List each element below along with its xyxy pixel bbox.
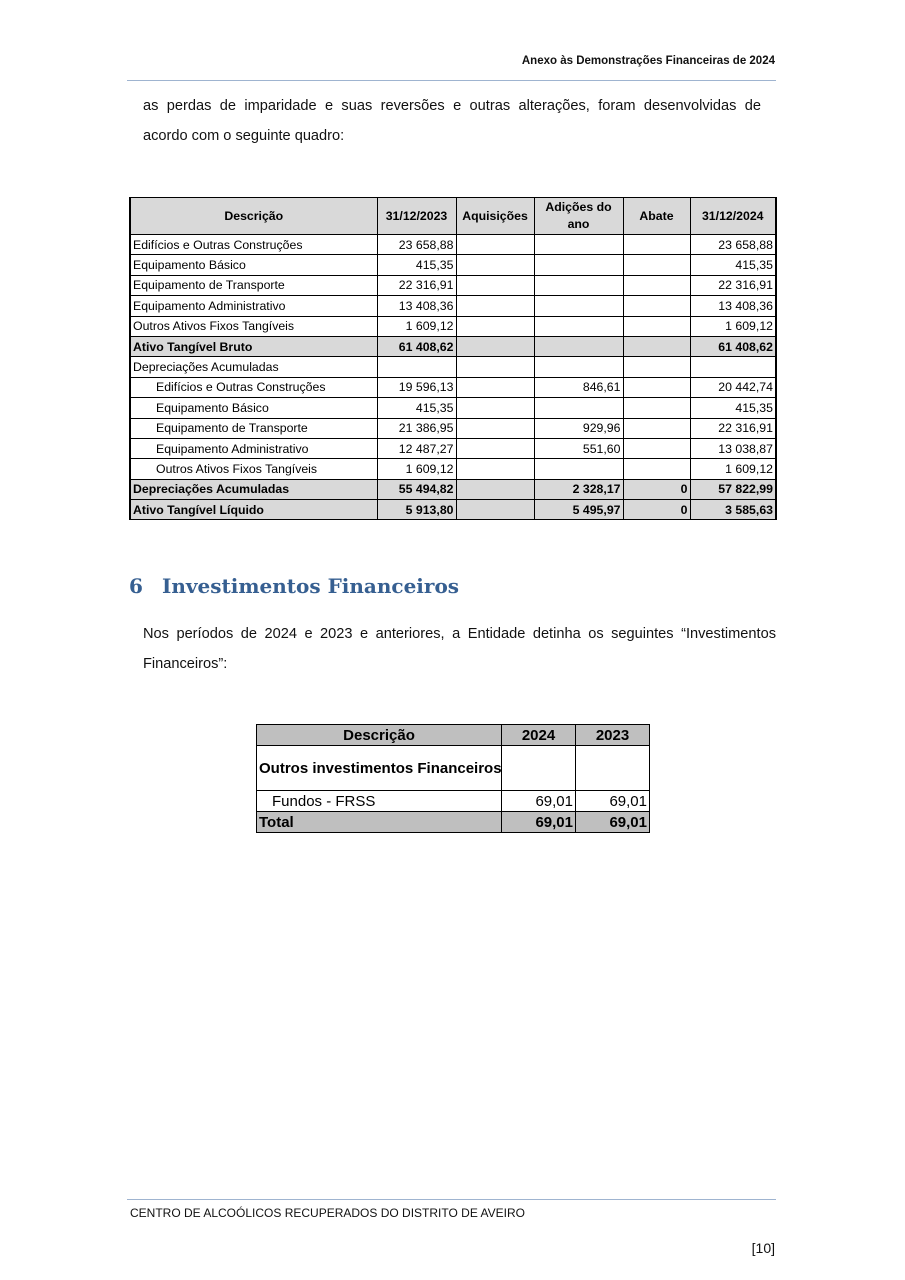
table-cell — [534, 235, 623, 255]
table-row — [130, 500, 776, 520]
col-header-additions: Adições do ano — [534, 198, 623, 235]
table-cell — [690, 357, 776, 377]
row-description: Edifícios e Outras Construções — [130, 235, 377, 255]
table-cell: 5 913,80 — [377, 500, 456, 520]
financial-investments-table — [256, 724, 650, 833]
table-cell: 0 — [623, 479, 690, 499]
table-cell — [534, 336, 623, 356]
table-cell: 5 495,97 — [534, 500, 623, 520]
table-cell: 846,61 — [534, 377, 623, 397]
row-description: Outros Ativos Fixos Tangíveis — [130, 316, 377, 336]
section-title: Investimentos Financeiros — [162, 574, 460, 598]
footer-divider — [127, 1199, 776, 1200]
table-cell — [534, 459, 623, 479]
table-cell — [534, 296, 623, 316]
table-cell: 22 316,91 — [690, 418, 776, 438]
table-cell — [456, 255, 534, 275]
table-cell: 55 494,82 — [377, 479, 456, 499]
col-header-2023: 31/12/2023 — [377, 198, 456, 235]
row-description: Outros Ativos Fixos Tangíveis — [130, 459, 377, 479]
section-6-heading — [129, 574, 459, 598]
col-header-2024: 2024 — [502, 725, 576, 746]
table-row — [130, 316, 776, 336]
table-cell: 551,60 — [534, 438, 623, 458]
row-description: Equipamento de Transporte — [130, 275, 377, 295]
table-cell — [534, 275, 623, 295]
table-row — [130, 377, 776, 397]
table-cell — [456, 296, 534, 316]
table-cell — [456, 377, 534, 397]
table-cell — [623, 235, 690, 255]
table-cell — [623, 377, 690, 397]
table-row — [130, 398, 776, 418]
tangible-assets-table — [129, 197, 777, 520]
table-cell: 2 328,17 — [534, 479, 623, 499]
row-description: Equipamento de Transporte — [130, 418, 377, 438]
intro-line-1: as perdas de imparidade e suas reversões e outras alterações, foram desenvolvidas de — [143, 98, 761, 114]
table-header-row — [257, 725, 650, 746]
footer-organization: CENTRO DE ALCOÓLICOS RECUPERADOS DO DISTRITO DE AVEIRO — [130, 1206, 525, 1220]
table-cell — [576, 746, 650, 791]
table-cell: 1 609,12 — [690, 459, 776, 479]
table-cell: 415,35 — [690, 398, 776, 418]
col-header-2023: 2023 — [576, 725, 650, 746]
table-cell: 12 487,27 — [377, 438, 456, 458]
item-value-2023: 69,01 — [576, 791, 650, 812]
total-label: Total — [257, 812, 502, 833]
table-cell: 61 408,62 — [377, 336, 456, 356]
table-cell: 415,35 — [377, 255, 456, 275]
table-cell: 13 038,87 — [690, 438, 776, 458]
table-row — [257, 746, 650, 791]
table-cell: 22 316,91 — [377, 275, 456, 295]
table-cell: 0 — [623, 500, 690, 520]
table-cell — [456, 398, 534, 418]
col-header-description: Descrição — [257, 725, 502, 746]
table-cell: 23 658,88 — [377, 235, 456, 255]
header-divider — [127, 80, 776, 81]
table-cell — [456, 316, 534, 336]
table-row — [130, 336, 776, 356]
intro-line-2: acordo com o seguinte quadro: — [143, 128, 345, 144]
group-label: Outros investimentos Financeiros — [257, 746, 502, 791]
row-description: Depreciações Acumuladas — [130, 479, 377, 499]
row-description: Depreciações Acumuladas — [130, 357, 377, 377]
col-header-description: Descrição — [130, 198, 377, 235]
total-value-2024: 69,01 — [502, 812, 576, 833]
table-cell: 22 316,91 — [690, 275, 776, 295]
table-cell: 23 658,88 — [690, 235, 776, 255]
table-cell — [456, 459, 534, 479]
table-cell — [456, 479, 534, 499]
table-row — [130, 438, 776, 458]
table-cell: 1 609,12 — [377, 316, 456, 336]
table-cell — [456, 336, 534, 356]
page-header-title: Anexo às Demonstrações Financeiras de 2024 — [521, 55, 775, 67]
item-value-2024: 69,01 — [502, 791, 576, 812]
table-cell: 20 442,74 — [690, 377, 776, 397]
row-description: Ativo Tangível Líquido — [130, 500, 377, 520]
section-6-paragraph — [143, 619, 776, 679]
table-cell — [623, 336, 690, 356]
row-description: Equipamento Administrativo — [130, 296, 377, 316]
table-row — [130, 255, 776, 275]
table-row — [130, 418, 776, 438]
section-6-line-2: Financeiros”: — [143, 656, 228, 672]
table-cell: 415,35 — [377, 398, 456, 418]
table-row — [130, 357, 776, 377]
table-cell — [377, 357, 456, 377]
table-cell: 61 408,62 — [690, 336, 776, 356]
table-row-total — [257, 812, 650, 833]
table-cell: 3 585,63 — [690, 500, 776, 520]
table-cell — [623, 459, 690, 479]
table-cell: 929,96 — [534, 418, 623, 438]
table-cell — [623, 357, 690, 377]
table-cell — [623, 255, 690, 275]
table-cell: 1 609,12 — [690, 316, 776, 336]
table-cell — [534, 255, 623, 275]
table-cell: 1 609,12 — [377, 459, 456, 479]
table-cell: 13 408,36 — [690, 296, 776, 316]
table-cell: 415,35 — [690, 255, 776, 275]
table-cell — [456, 438, 534, 458]
table-cell — [623, 418, 690, 438]
col-header-2024: 31/12/2024 — [690, 198, 776, 235]
row-description: Equipamento Básico — [130, 398, 377, 418]
table-row — [130, 296, 776, 316]
table-cell — [534, 316, 623, 336]
row-description: Edifícios e Outras Construções — [130, 377, 377, 397]
table-row — [130, 275, 776, 295]
table-cell — [623, 438, 690, 458]
table-cell — [623, 296, 690, 316]
table-cell — [623, 398, 690, 418]
table-cell: 19 596,13 — [377, 377, 456, 397]
table-cell — [534, 357, 623, 377]
col-header-acquisitions: Aquisições — [456, 198, 534, 235]
table-row — [130, 479, 776, 499]
table-cell — [456, 275, 534, 295]
col-header-write-off: Abate — [623, 198, 690, 235]
table-cell — [502, 746, 576, 791]
table-cell: 13 408,36 — [377, 296, 456, 316]
page-number: [10] — [751, 1240, 775, 1256]
table-cell — [623, 316, 690, 336]
table-row — [257, 791, 650, 812]
row-description: Ativo Tangível Bruto — [130, 336, 377, 356]
table-cell — [456, 418, 534, 438]
item-description: Fundos - FRSS — [257, 791, 502, 812]
row-description: Equipamento Administrativo — [130, 438, 377, 458]
total-value-2023: 69,01 — [576, 812, 650, 833]
table-cell: 21 386,95 — [377, 418, 456, 438]
table-cell: 57 822,99 — [690, 479, 776, 499]
table-cell — [534, 398, 623, 418]
table-row — [130, 459, 776, 479]
intro-paragraph — [143, 91, 761, 151]
table-cell — [456, 500, 534, 520]
table-cell — [623, 275, 690, 295]
table-row — [130, 235, 776, 255]
table-cell — [456, 357, 534, 377]
section-number: 6 — [129, 574, 143, 598]
section-6-line-1: Nos períodos de 2024 e 2023 e anteriores, a Entidade detinha os seguintes “Investimentos — [143, 626, 776, 642]
table-header-row — [130, 198, 776, 235]
row-description: Equipamento Básico — [130, 255, 377, 275]
table-cell — [456, 235, 534, 255]
